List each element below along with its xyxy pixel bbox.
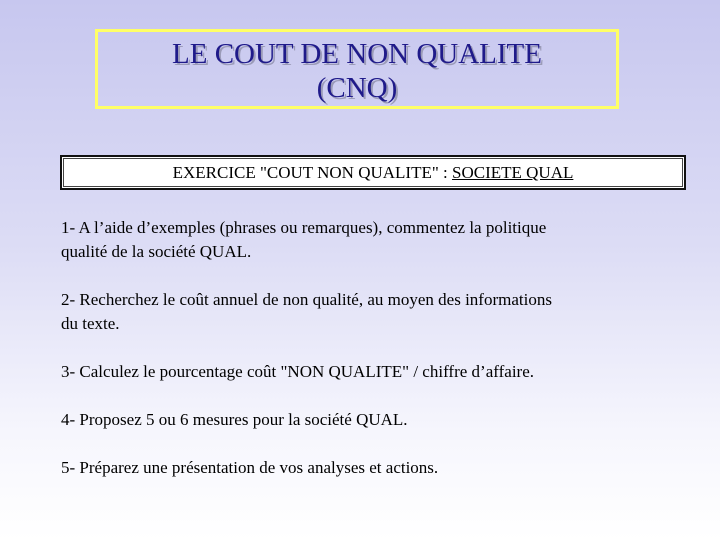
question-4-line-1: 4- Proposez 5 ou 6 mesures pour la société QUAL. <box>61 410 408 429</box>
question-1 <box>61 216 691 264</box>
question-2 <box>61 288 691 336</box>
title-line-2: (CNQ) <box>316 72 398 104</box>
question-1-line-2: qualité de la société QUAL. <box>61 242 252 261</box>
question-4 <box>61 408 691 432</box>
question-3-line-1: 3- Calculez le pourcentage coût "NON QUALITE" / chiffre d’affaire. <box>61 362 534 381</box>
company-name: SOCIETE QUAL <box>452 163 574 182</box>
exercise-header <box>60 155 686 190</box>
exercise-label: EXERCICE "COUT NON QUALITE" : <box>172 163 453 182</box>
title-line-1: LE COUT DE NON QUALITE <box>172 38 542 70</box>
question-5 <box>61 456 691 480</box>
question-5-line-1: 5- Préparez une présentation de vos analyses et actions. <box>61 458 439 477</box>
question-1-line-1: 1- A l’aide d’exemples (phrases ou remarques), commentez la politique <box>61 218 547 237</box>
question-2-line-2: du texte. <box>61 314 120 333</box>
question-2-line-1: 2- Recherchez le coût annuel de non qualité, au moyen des informations <box>61 290 552 309</box>
question-3 <box>61 360 691 384</box>
title-box <box>95 29 619 109</box>
